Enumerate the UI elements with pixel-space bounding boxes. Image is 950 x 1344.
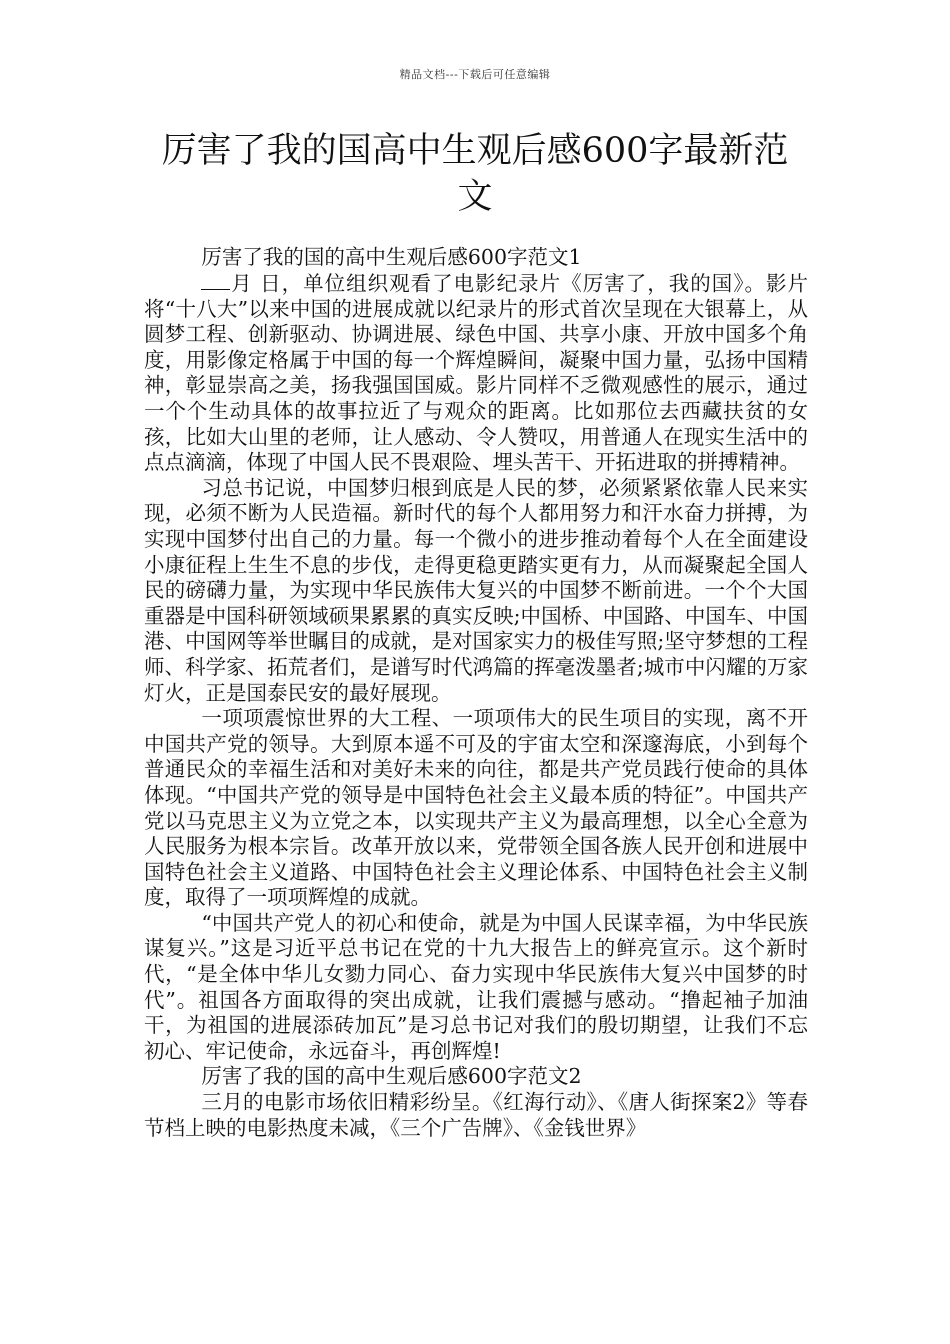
document-body (144, 245, 808, 1141)
section-heading-2: 厉害了我的国的高中生观后感600字范文2 (201, 1064, 582, 1089)
paragraph-1-3: 一项项震惊世界的大工程、一项项伟大的民生项目的实现，离不开中国共产党的领导。大到原本遥不可及的宇宙太空和深邃海底，小到每个普通民众的幸福生活和对美好未来的向往，都是共产党员践行使命的具体体现。“中国共产党的领导是中国特色社会主义最本质的特征”。中国共产党以马克思主义为立党之本，以实现共产主义为最高理想，以全心全意为人民服务为根本宗旨。改革开放以来，党带领全国各族人民开创和进展中国特色社会主义道路、中国特色社会主义理论体系、中国特色社会主义制度，取得了一项项辉煌的成就。 (144, 706, 808, 910)
header-note: 精品文档---下载后可任意编辑 (399, 68, 551, 81)
paragraph-1-1-text: 月 日，单位组织观看了电影纪录片《厉害了，我的国》。影片将“十八大”以来中国的进展成就以纪录片的形式首次呈现在大银幕上，从圆梦工程、创新驱动、协调进展、绿色中国、共享小康、开放中国多个角度，用影像定格属于中国的每一个辉煌瞬间，凝聚中国力量，弘扬中国精神，彰显崇高之美，扬我强国国威。影片同样不乏微观感性的展示，通过一个个生动具体的故事拉近了与观众的距离。比如那位去西藏扶贫的女孩，比如大山里的老师，让人感动、令人赞叹，用普通人在现实生活中的点点滴滴，体现了中国人民不畏艰险、埋头苦干、开拓进取的拼搏精神。 (144, 271, 808, 475)
paragraph-1-2: 习总书记说，中国梦归根到底是人民的梦，必须紧紧依靠人民来实现，必须不断为人民造福。新时代的每个人都用努力和汗水奋力拼搏，为实现中国梦付出自己的力量。每一个微小的进步推动着每个人在全面建设小康征程上生生不息的步伐，走得更稳更踏实更有力，从而凝聚起全国人民的磅礴力量，为实现中华民族伟大复兴的中国梦不断前进。一个个大国重器是中国科研领域硕果累累的真实反映;中国桥、中国路、中国车、中国港、中国网等举世瞩目的成就，是对国家实力的极佳写照;坚守梦想的工程师、科学家、拓荒者们，是谱写时代鸿篇的挥毫泼墨者;城市中闪耀的万家灯火，正是国泰民安的最好展现。 (144, 475, 808, 705)
document-title: 厉害了我的国高中生观后感600字最新范文 (161, 131, 789, 217)
paragraph-2-1: 三月的电影市场依旧精彩纷呈。《红海行动》、《唐人街探案2》等春节档上映的电影热度未减，《三个广告牌》、《金钱世界》 (144, 1090, 808, 1140)
blank-underline (201, 271, 230, 290)
paragraph-1-1 (144, 271, 808, 476)
paragraph-1-4: “中国共产党人的初心和使命，就是为中国人民谋幸福，为中华民族谋复兴。”这是习近平总书记在党的十九大报告上的鲜亮宣示。这个新时代，“是全体中华儿女勠力同心、奋力实现中华民族伟大复兴中国梦的时代”。祖国各方面取得的突出成就，让我们震撼与感动。“撸起袖子加油干，为祖国的进展添砖加瓦”是习总书记对我们的殷切期望，让我们不忘初心、牢记使命，永远奋斗，再创辉煌! (144, 910, 808, 1063)
section-heading-1: 厉害了我的国的高中生观后感600字范文1 (201, 245, 582, 269)
